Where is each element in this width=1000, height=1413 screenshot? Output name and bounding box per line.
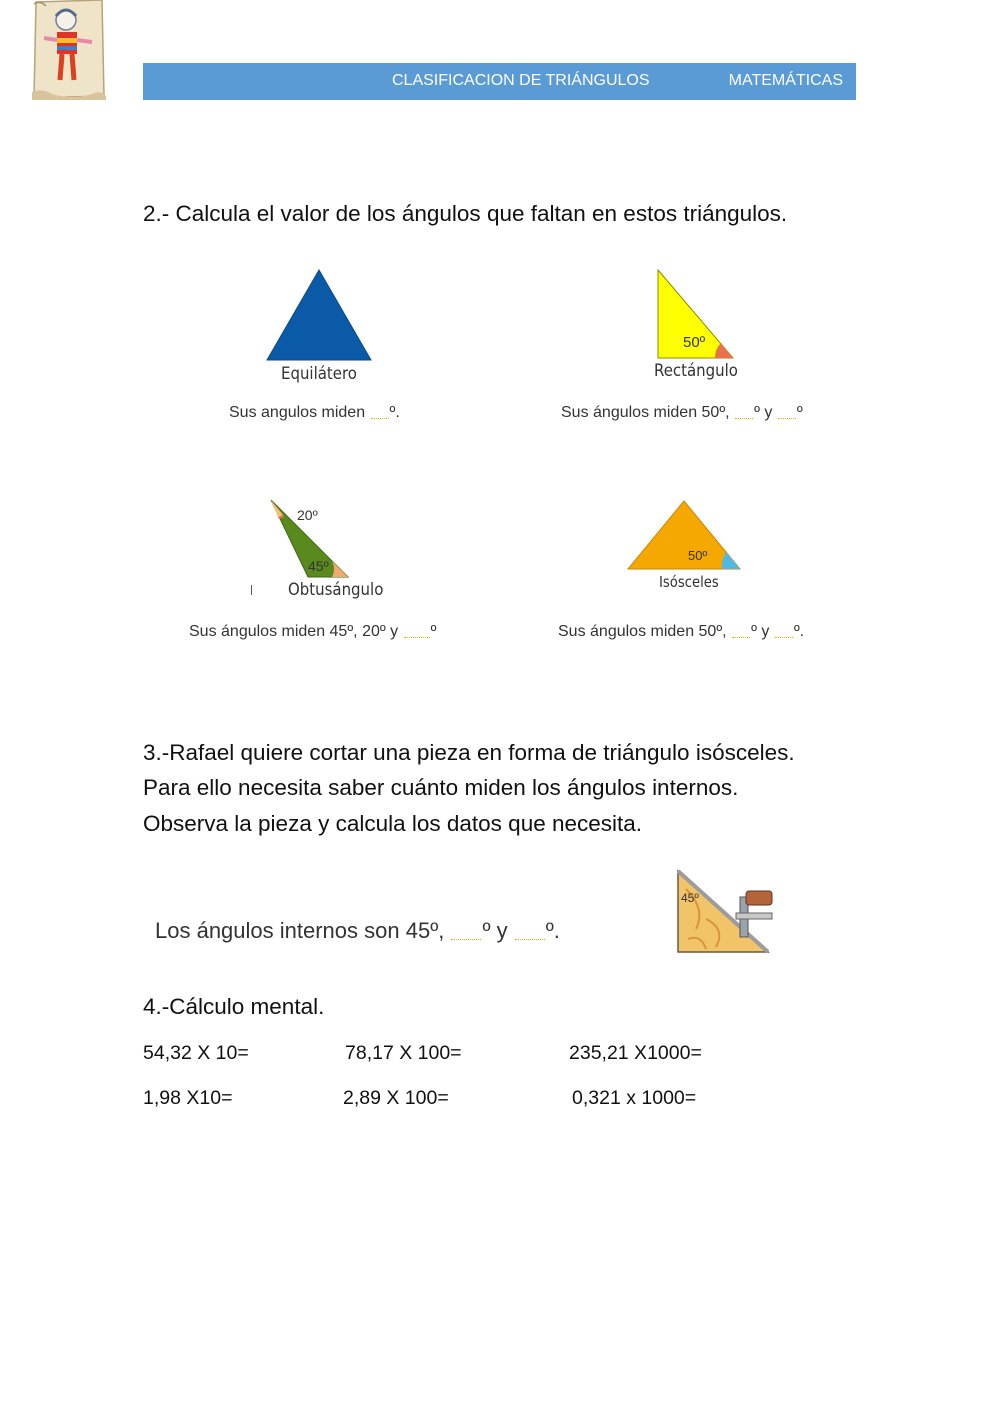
wood-piece-figure xyxy=(676,869,776,955)
caption-rectangulo xyxy=(561,404,803,422)
q4-title: 4.-Cálculo mental. xyxy=(143,994,325,1019)
caption-isosceles-mid: º y xyxy=(751,623,770,640)
angle-obtusangulo-top: 20º xyxy=(297,507,318,523)
calc-r2-c3: 0,321 x 1000= xyxy=(572,1087,697,1109)
blank-isosceles-1[interactable] xyxy=(732,623,750,638)
caption-isosceles-text: Sus ángulos miden 50º, xyxy=(558,623,727,640)
calc-r1-c3: 235,21 X1000= xyxy=(569,1042,702,1064)
caption-equilatero xyxy=(229,404,400,422)
label-equilatero: Equilátero xyxy=(281,364,357,384)
q3-answer xyxy=(155,918,560,944)
caption-rectangulo-text: Sus ángulos miden 50º, xyxy=(561,404,730,421)
piece-angle: 45º xyxy=(681,891,699,905)
isosceles-triangle-figure xyxy=(627,500,741,570)
caption-equilatero-end: º. xyxy=(389,404,400,421)
q3-line1: 3.-Rafael quiere cortar una pieza en forma de triángulo isósceles. xyxy=(143,740,795,765)
q3-line2: Para ello necesita saber cuánto miden los ángulos internos. xyxy=(143,775,739,800)
caption-obtusangulo-text: Sus ángulos miden 45º, 20º y xyxy=(189,623,399,640)
calc-r1-c1: 54,32 X 10= xyxy=(143,1042,249,1064)
blank-isosceles-2[interactable] xyxy=(775,623,793,638)
equilateral-triangle-figure xyxy=(266,269,372,361)
caption-rectangulo-mid: º y xyxy=(754,404,773,421)
blank-rectangulo-2[interactable] xyxy=(778,404,796,419)
header-bar xyxy=(143,63,856,100)
blank-rectangulo-1[interactable] xyxy=(735,404,753,419)
q2-text: 2.- Calcula el valor de los ángulos que faltan en estos triángulos. xyxy=(143,201,788,226)
q3-answer-text: Los ángulos internos son 45º, xyxy=(155,918,445,943)
tick-mark xyxy=(251,585,252,595)
blank-obtusangulo[interactable] xyxy=(404,623,430,638)
caption-isosceles xyxy=(558,623,804,641)
header-title: CLASIFICACION DE TRIÁNGULOS xyxy=(392,72,650,89)
blank-q3-1[interactable] xyxy=(451,923,481,940)
header-subject: MATEMÁTICAS xyxy=(728,72,843,89)
q3-line3: Observa la pieza y calcula los datos que necesita. xyxy=(143,811,643,836)
label-obtusangulo: Obtusángulo xyxy=(288,580,384,600)
label-isosceles: Isósceles xyxy=(659,573,719,591)
blank-q3-2[interactable] xyxy=(515,923,545,940)
label-rectangulo: Rectángulo xyxy=(654,361,738,381)
caption-equilatero-text: Sus angulos miden xyxy=(229,404,366,421)
caption-rectangulo-end: º xyxy=(796,404,803,421)
q3-answer-end: º. xyxy=(545,918,560,943)
caption-isosceles-end: º. xyxy=(793,623,805,640)
angle-obtusangulo-bottom: 45º xyxy=(308,558,329,574)
q3-answer-mid: º y xyxy=(482,918,508,943)
calc-r2-c1: 1,98 X10= xyxy=(143,1087,233,1109)
angle-rectangulo: 50º xyxy=(683,334,706,351)
child-drawing-icon xyxy=(32,0,106,100)
calc-r2-c2: 2,89 X 100= xyxy=(343,1087,449,1109)
angle-isosceles: 50º xyxy=(688,548,708,563)
caption-obtusangulo-end: º xyxy=(430,623,437,640)
caption-obtusangulo xyxy=(189,623,436,641)
calc-r1-c2: 78,17 X 100= xyxy=(345,1042,462,1064)
blank-equilatero[interactable] xyxy=(371,404,389,419)
